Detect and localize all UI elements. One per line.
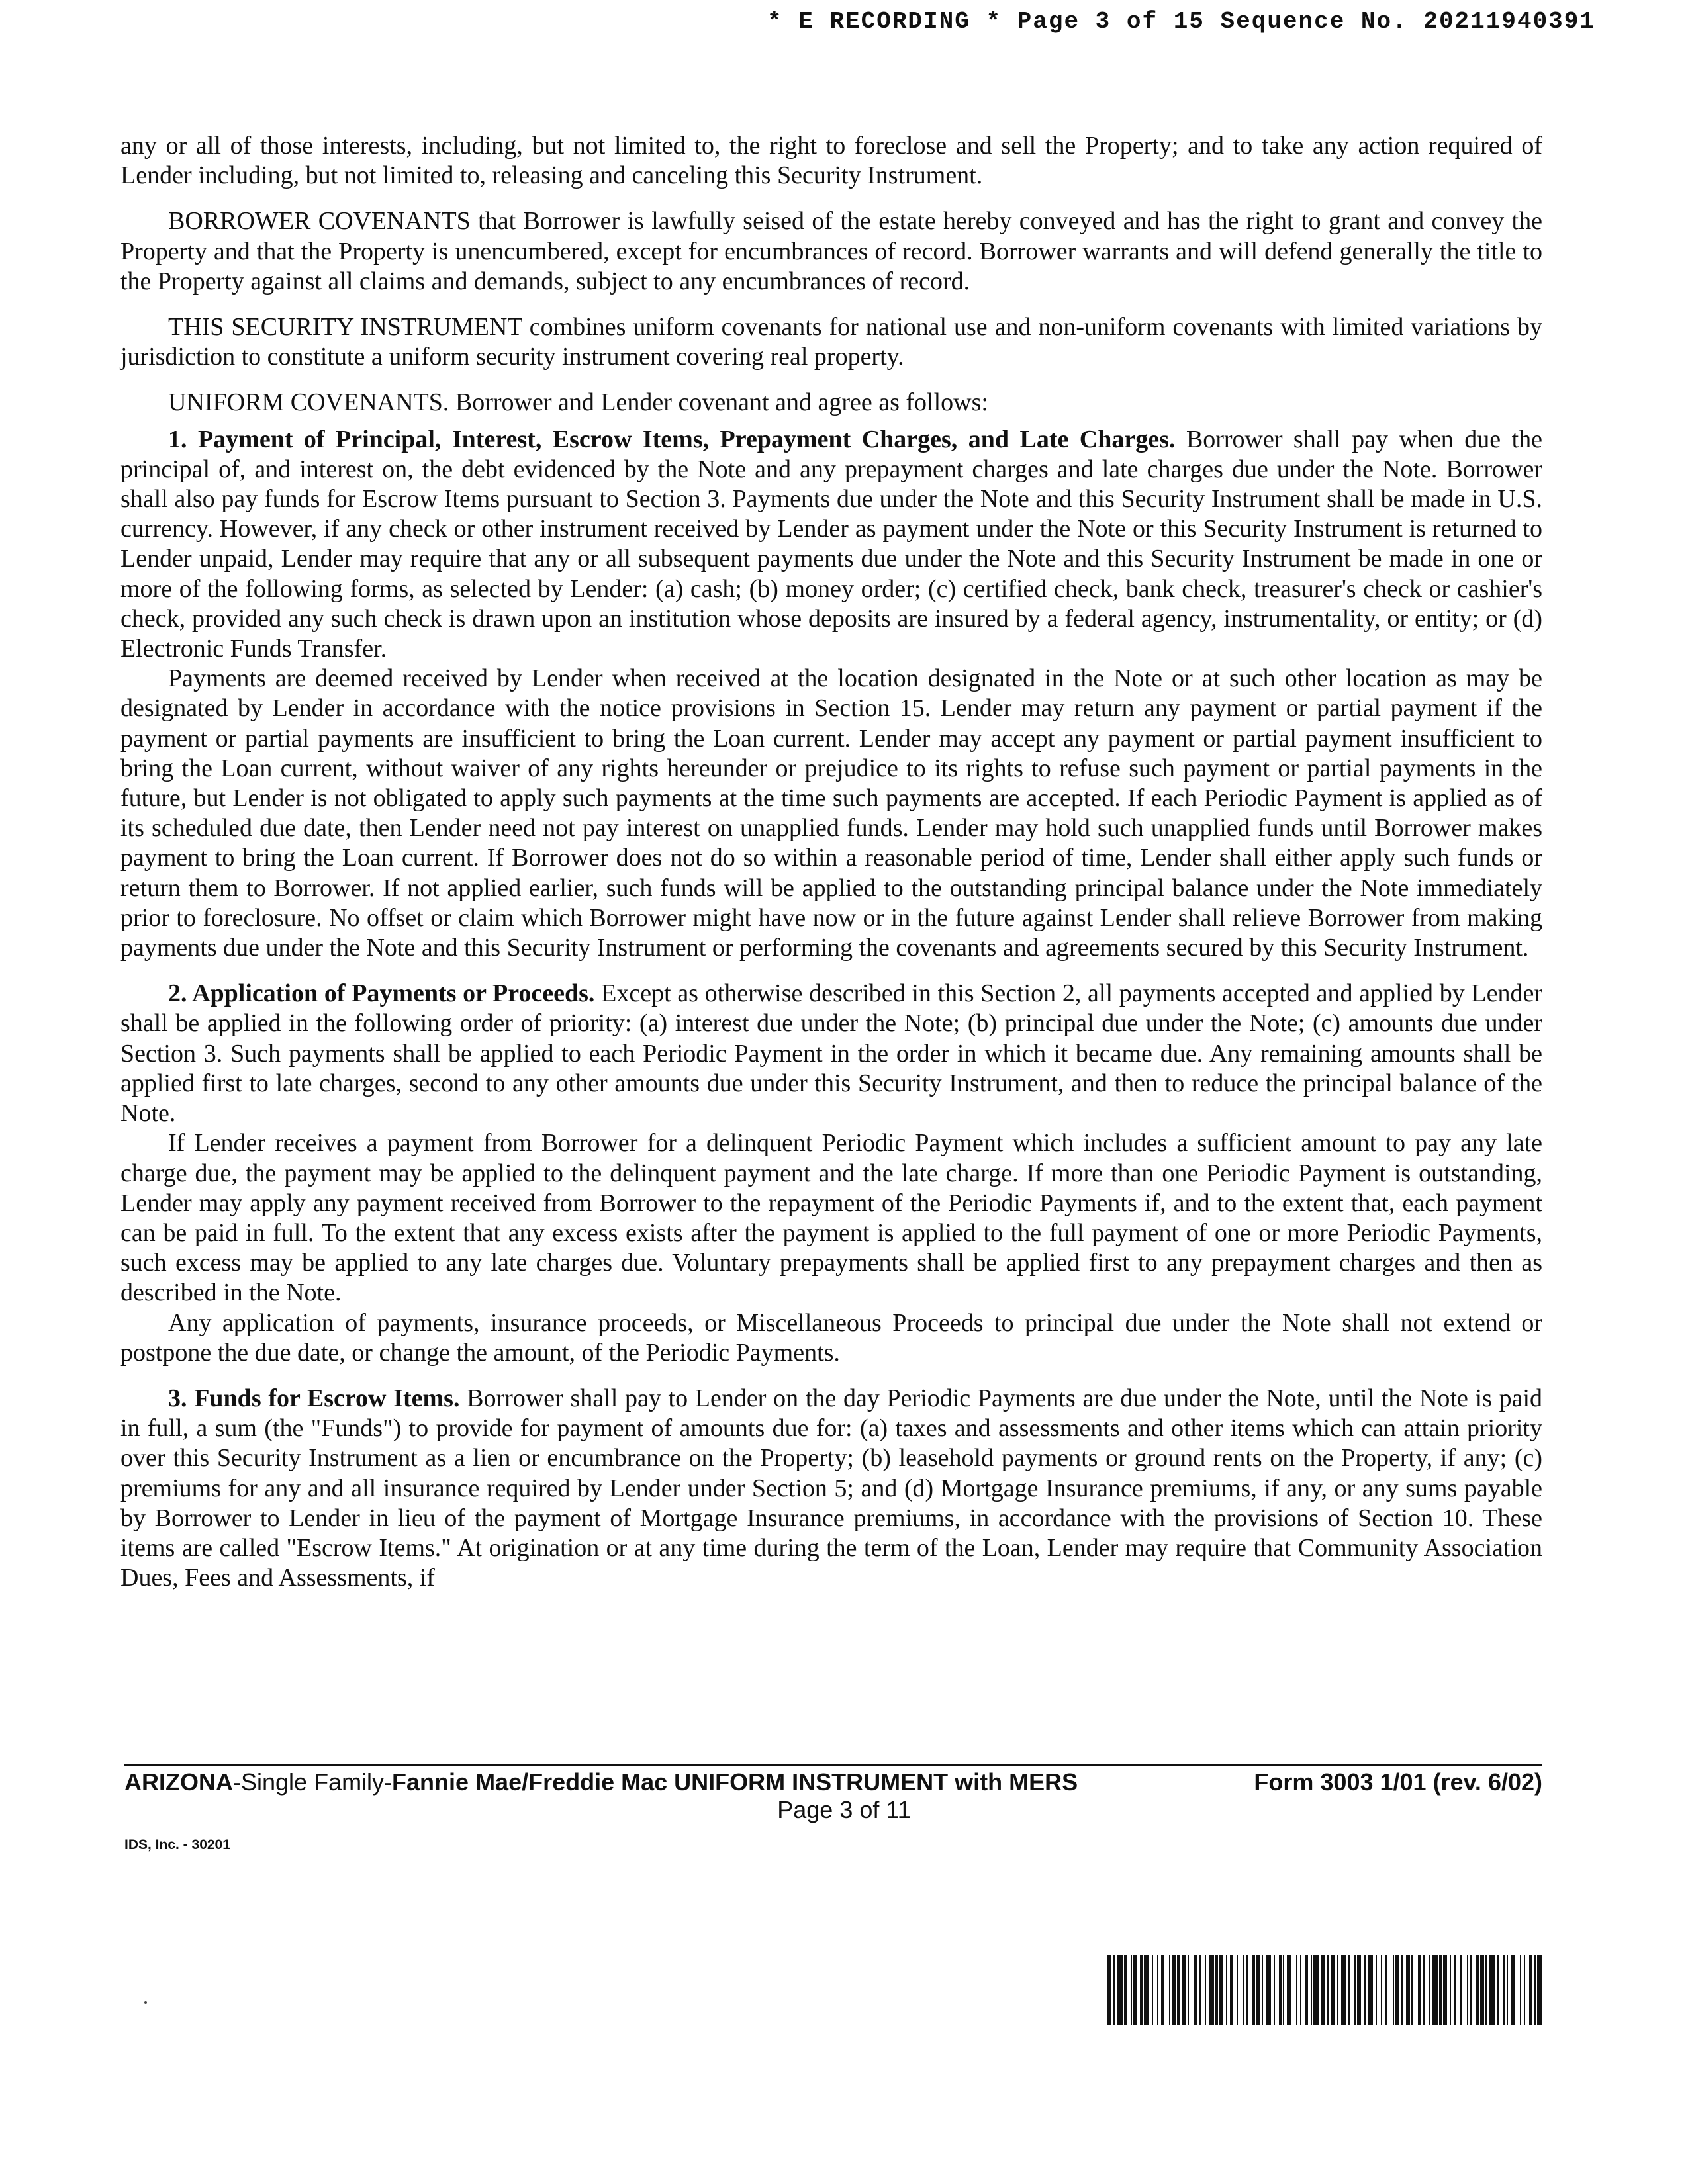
barcode-bar (1133, 1955, 1137, 2025)
barcode-bar (1194, 1955, 1197, 2025)
barcode-bar (1364, 1955, 1366, 2025)
barcode-bar (1467, 1955, 1468, 2025)
paragraph-continuation: any or all of those interests, including, but not limited to, the right to foreclose and sell the Property; and to take any action required of Lender including, but not limited to, releasing and canceling this Security Instrument. (120, 132, 1542, 190)
footer-form-title (124, 1768, 1078, 1796)
barcode-bar (1432, 1955, 1438, 2025)
barcode-bar (1480, 1955, 1484, 2025)
barcode-bar (1381, 1955, 1382, 2025)
barcode-bar (1429, 1955, 1430, 2025)
barcode-bar (1450, 1955, 1451, 2025)
barcode-bar (1140, 1955, 1143, 2025)
barcode-bar (1331, 1955, 1335, 2025)
barcode-bar (1401, 1955, 1403, 2025)
barcode-bar (1107, 1955, 1111, 2025)
barcode-bar (1124, 1955, 1127, 2025)
barcode-bar (1511, 1955, 1515, 2025)
section-2-paragraph-2: If Lender receives a payment from Borrower for a delinquent Periodic Payment which includes a sufficient amount to pay any late charge due, the payment may be applied to the delinquent payment and the late charge. If more than one Periodic Payment is outstanding, Lender may apply any payment received from Borrower to the repayment of the Periodic Payments if, and to the extent that, each payment can be paid in full. To the extent that any excess exists after the payment is applied to the full payment of one or more Periodic Payments, such excess may be applied to any late charges due. Voluntary prepayments shall be applied first to any prepayment charges and then as described in the Note. (120, 1129, 1542, 1307)
barcode-bar (1454, 1955, 1456, 2025)
barcode-bar (1395, 1955, 1399, 2025)
paragraph-borrower-covenants: BORROWER COVENANTS that Borrower is lawfully seised of the estate hereby conveyed and has the right to grant and convey the Property and that the Property is unencumbered, except for encumbrances of record. Borrower warrants and will defend generally the title to the Property against all claims and demands, subject to any encumbrances of record. (120, 207, 1542, 295)
barcode-bar (1287, 1955, 1291, 2025)
barcode-bar (1230, 1955, 1233, 2025)
barcode-bar (1300, 1955, 1301, 2025)
barcode-bar (1321, 1955, 1325, 2025)
barcode-bar (1157, 1955, 1158, 2025)
section-3-text: Borrower shall pay to Lender on the day Periodic Payments are due under the Note, until the Note is paid in full, a sum (the "Funds") to provide for payment of amounts due for: (a) taxes and assessments and other items which can attain priority over this Security Instrument as a lien or encumbrance on the Property; (b) leasehold payments or ground rents on the Property, if any; (c) premiums for any and all insurance required by Lender under Section 5; and (d) Mortgage Insurance premiums, if any, or any sums payable by Borrower to Lender in lieu of the payment of Mortgage Insurance premiums, in accordance with the provisions of Section 10. These items are called "Escrow Items." At origination or at any time during the term of the Loan, Lender may require that Community Association Dues, Fees and Assessments, if (120, 1384, 1543, 1592)
barcode-bar (1460, 1955, 1462, 2025)
barcode-bar (1144, 1955, 1149, 2025)
footer-rule (124, 1764, 1542, 1766)
barcode-bar (1169, 1955, 1170, 2025)
barcode-bar (1205, 1955, 1206, 2025)
barcode-bar (1266, 1955, 1271, 2025)
section-1-paragraph-2: Payments are deemed received by Lender when received at the location designated in the Note or at such other location as may be designated by Lender in accordance with the notice provisions in Section 15. Lender may return any payment or partial payment if the payment or partial payments are insufficient to bring the Loan current. Lender may accept any payment or partial payment insufficient to bring the Loan current, without waiver of any rights hereunder or prejudice to its rights to refuse such payment or partial payments in the future, but Lender is not obligated to apply such payments at the time such payments are accepted. If each Periodic Payment is applied as of its scheduled due date, then Lender need not pay interest on unapplied funds. Lender may hold such unapplied funds until Borrower makes payment to bring the Loan current. If Borrower does not do so within a reasonable period of time, Lender shall either apply such funds or return them to Borrower. If not applied earlier, such funds will be applied to the outstanding principal balance under the Note immediately prior to foreclosure. No offset or claim which Borrower might have now or in the future against Lender shall relieve Borrower from making payments due under the Note and this Security Instrument or performing the covenants and agreements secured by this Security Instrument. (120, 664, 1542, 962)
barcode-bar (1311, 1955, 1312, 2025)
barcode-bar (1507, 1955, 1508, 2025)
section-2-paragraph (120, 979, 1542, 1128)
barcode-bar (1161, 1955, 1164, 2025)
barcode-bar (1296, 1955, 1297, 2025)
barcode-bar (1226, 1955, 1227, 2025)
barcode-bar (1243, 1955, 1244, 2025)
barcode-bar (1529, 1955, 1532, 2025)
barcode-bar (1411, 1955, 1413, 2025)
barcode-bar (1357, 1955, 1361, 2025)
barcode-bar (1443, 1955, 1447, 2025)
barcode-bar (1246, 1955, 1248, 2025)
barcode-bar (1503, 1955, 1505, 2025)
footer-form-number: Form 3003 1/01 (rev. 6/02) (1254, 1768, 1542, 1796)
barcode-bar (1237, 1955, 1238, 2025)
barcode-bar (1348, 1955, 1350, 2025)
section-2-text: Except as otherwise described in this Section 2, all payments accepted and applied by Lender shall be applied in the following order of priority: (a) interest due under the Note; (b) principal due under the Note; (c) amounts due under Section 3. Such payments shall be applied to each Periodic Payment in the order in which it became due. Any remaining amounts shall be applied first to late charges, second to any other amounts due under this Security Instrument, and then to reduce the principal balance of the Note. (120, 979, 1542, 1128)
barcode-bar (1418, 1955, 1421, 2025)
barcode-image (1107, 1955, 1542, 2025)
section-1-paragraph (120, 425, 1542, 664)
section-1-heading: 1. Payment of Principal, Interest, Escrow Items, Prepayment Charges, and Late Charges. (168, 425, 1176, 453)
barcode-bar (1485, 1955, 1487, 2025)
barcode-bar (1470, 1955, 1472, 2025)
recording-header: * E RECORDING * Page 3 of 15 Sequence No. 20211940391 (767, 8, 1595, 35)
barcode-bar (1497, 1955, 1499, 2025)
footer-ids-label: IDS, Inc. - 30201 (124, 1837, 230, 1852)
barcode-bar (1256, 1955, 1260, 2025)
barcode-bar (1520, 1955, 1521, 2025)
footer-page-number: Page 3 of 11 (777, 1796, 911, 1823)
footer-instrument: Fannie Mae/Freddie Mac UNIFORM INSTRUMENT with MERS (392, 1768, 1078, 1796)
barcode-bar (1177, 1955, 1180, 2025)
barcode-bar (1131, 1955, 1132, 2025)
barcode-bar (1279, 1955, 1282, 2025)
barcode-bar (1113, 1955, 1115, 2025)
scan-speck (144, 2001, 147, 2004)
section-2-heading: 2. Application of Payments or Proceeds. (168, 979, 595, 1008)
barcode-bar (1476, 1955, 1479, 2025)
document-body (120, 131, 1542, 1593)
barcode-bar (1199, 1955, 1201, 2025)
section-1-text: Borrower shall pay when due the principal of, and interest on, the debt evidenced by the Note and any prepayment charges and late charges due under the Note. Borrower shall also pay funds for Escrow Items pursuant to Section 3. Payments due under the Note and this Security Instrument shall be made in U.S. currency. However, if any check or other instrument received by Lender as payment under the Note or this Security Instrument is returned to Lender unpaid, Lender may require that any or all subsequent payments due under the Note and this Security Instrument be made in one or more of the following forms, as selected by Lender: (a) cash; (b) money order; (c) certified check, bank check, treasurer's check or cashier's check, provided any such check is drawn upon an institution whose deposits are insured by a federal agency, instrumentality, or entity; or (d) Electronic Funds Transfer. (120, 425, 1542, 663)
barcode-bar (1182, 1955, 1186, 2025)
barcode-bar (1524, 1955, 1525, 2025)
barcode-bar (1215, 1955, 1218, 2025)
barcode-bar (1341, 1955, 1346, 2025)
paragraph-uniform-covenants: UNIFORM COVENANTS. Borrower and Lender covenant and agree as follows: (168, 388, 988, 417)
barcode-bar (1393, 1955, 1394, 2025)
barcode-bar (1537, 1955, 1542, 2025)
section-3-heading: 3. Funds for Escrow Items. (168, 1384, 460, 1412)
barcode-bar (1439, 1955, 1442, 2025)
barcode-bar (1274, 1955, 1275, 2025)
barcode-bar (1117, 1955, 1123, 2025)
barcode-bar (1489, 1955, 1495, 2025)
section-3-paragraph (120, 1384, 1542, 1593)
barcode-bar (1188, 1955, 1189, 2025)
footer-state: ARIZONA (124, 1768, 233, 1796)
barcode-bar (1313, 1955, 1319, 2025)
barcode-bar (1172, 1955, 1176, 2025)
barcode-bar (1305, 1955, 1308, 2025)
paragraph-security-instrument: THIS SECURITY INSTRUMENT combines uniform covenants for national use and non-uniform covenants with limited variations by jurisdiction to constitute a uniform security instrument covering real property. (120, 313, 1542, 371)
barcode-bar (1423, 1955, 1425, 2025)
barcode-bar (1385, 1955, 1387, 2025)
barcode-bar (1337, 1955, 1338, 2025)
barcode-bar (1376, 1955, 1377, 2025)
barcode-bar (1152, 1955, 1153, 2025)
footer-form-type: -Single Family- (233, 1768, 393, 1796)
barcode-bar (1534, 1955, 1536, 2025)
barcode-bar (1219, 1955, 1223, 2025)
section-2-paragraph-3: Any application of payments, insurance proceeds, or Miscellaneous Proceeds to principal due under the Note shall not extend or postpone the due date, or change the amount, of the Periodic Payments. (120, 1308, 1542, 1367)
barcode-bar (1262, 1955, 1263, 2025)
barcode-bar (1283, 1955, 1284, 2025)
barcode-bar (1354, 1955, 1356, 2025)
barcode-bar (1327, 1955, 1329, 2025)
barcode-bar (1406, 1955, 1410, 2025)
barcode-bar (1209, 1955, 1214, 2025)
barcode-bar (1252, 1955, 1255, 2025)
barcode-bar (1368, 1955, 1373, 2025)
